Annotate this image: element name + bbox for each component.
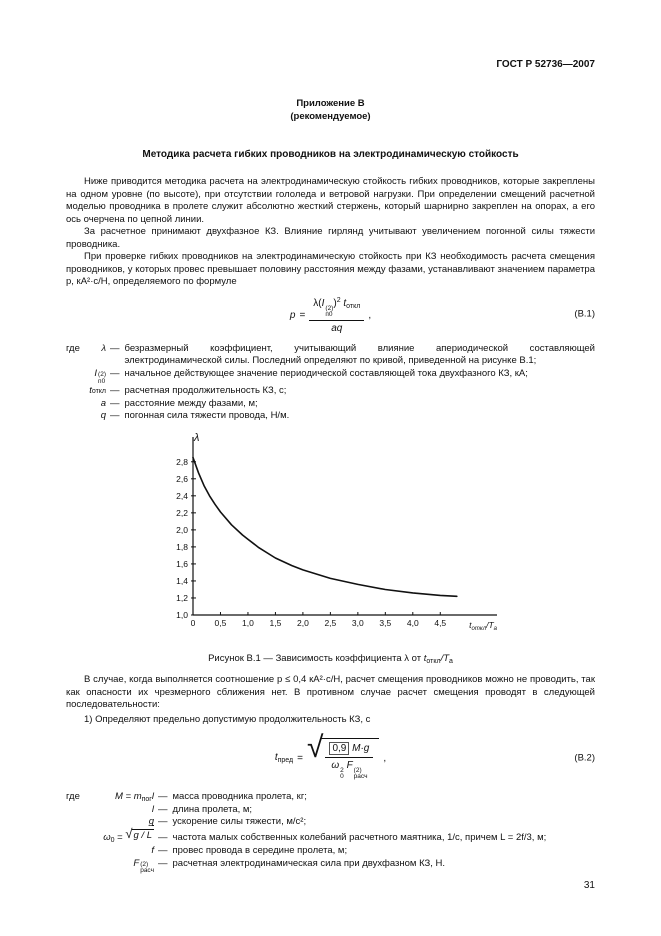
svg-text:4,0: 4,0	[406, 617, 419, 628]
formula-b1-expression: p = λ(I (2) п0 )$^2$ $t_{откл}$ aq ,	[289, 296, 372, 334]
definition-omega: $\omega_0$ = √ g / L — частота малых собственных колебаний расчетного маятника, 1/с, причем L = 2f/3, м;	[103, 825, 547, 844]
svg-text:2,5: 2,5	[323, 617, 336, 628]
formula-b1-fraction: λ(I (2) п0 )$^2$ $t_{откл}$ aq	[309, 296, 364, 335]
formula-b2-number: (В.2)	[574, 752, 595, 764]
step-1: 1) Определяют предельно допустимую продолжительность КЗ, с	[84, 713, 371, 725]
formula-b1-number: (В.1)	[574, 309, 595, 321]
svg-text:0: 0	[190, 617, 195, 628]
definition-gravity: g — ускорение силы тяжести, м/с²;	[148, 816, 307, 828]
paragraph-2: За расчетное принимают двухфазное КЗ. Влияние гирлянд учитывают увеличением погонной силы тяжести проводника.	[66, 226, 595, 250]
svg-text:0,5: 0,5	[214, 617, 226, 628]
definition-current: I (2) п0 — начальное действующее значение периодической составляющей тока двухфазного КЗ, кА;	[94, 368, 528, 385]
svg-text:1,6: 1,6	[175, 558, 188, 569]
formula-b2-expression: $t_{пред}$ = √ 0,9 M·g ω 2 0 F (2) расч ,	[274, 731, 387, 781]
svg-text:2,6: 2,6	[175, 473, 188, 484]
svg-text:2,4: 2,4	[175, 490, 188, 501]
definition-sag: f — провес провода в середине пролета, м;	[151, 845, 348, 857]
definition-weight: q — погонная сила тяжести провода, Н/м.	[100, 410, 290, 422]
svg-text:1,0: 1,0	[175, 609, 188, 620]
page-header	[66, 58, 595, 71]
page-number: 31	[583, 879, 595, 891]
svg-text:1,2: 1,2	[175, 592, 188, 603]
figure-caption: Рисунок В.1 — Зависимость коэффициента λ от $t_{откл}/T_а$	[208, 653, 453, 666]
appendix-note: (рекомендуемое)	[290, 111, 371, 123]
appendix-heading	[66, 97, 595, 124]
svg-text:2,0: 2,0	[175, 524, 188, 535]
definition-distance: a — расстояние между фазами, м;	[100, 397, 258, 409]
svg-text:tоткл/Tа: $t_{откл}/T_а$	[468, 619, 497, 632]
definition-lambda: где λ — безразмерный коэффициент, учитывающий влияние апериодической составляющей электродинамической силы. Последний определяют по кривой, приведенной на рисунке В.1;	[66, 342, 595, 367]
formula-b2-radical: √ 0,9 M·g ω 2 0 F (2) расч	[307, 736, 379, 780]
doc-number: ГОСТ Р 52736—2007	[496, 59, 595, 70]
svg-text:3,0: 3,0	[351, 617, 364, 628]
where-list-b2	[66, 791, 595, 875]
svg-text:1,0: 1,0	[241, 617, 254, 628]
svg-text:1,4: 1,4	[175, 575, 188, 586]
figure-b1	[66, 431, 595, 667]
svg-text:2,2: 2,2	[175, 507, 188, 518]
svg-text:4,5: 4,5	[433, 617, 446, 628]
where-list-b1	[66, 343, 595, 423]
svg-text:2,0: 2,0	[296, 617, 309, 628]
formula-b1	[66, 296, 595, 335]
definition-force: F (2) расч — расчетная электродинамическая сила при двухфазном КЗ, Н.	[133, 857, 446, 875]
formula-b2	[66, 731, 595, 781]
lambda-curve-chart	[163, 431, 499, 639]
svg-text:2,8: 2,8	[175, 456, 188, 467]
definition-span-length: l — длина пролета, м;	[151, 803, 253, 815]
definition-mass: где $M = m_{пог}l$ — масса проводника пролета, кг;	[66, 790, 307, 803]
svg-text:1,8: 1,8	[175, 541, 188, 552]
svg-text:3,5: 3,5	[378, 617, 391, 628]
appendix-label: Приложение В	[296, 98, 365, 110]
definition-time: t откл — расчетная продолжительность КЗ, с;	[89, 385, 287, 396]
paragraph-3: При проверке гибких проводников на электродинамическую стойкость при КЗ необходимость расчета смещения проводников, у которых провес превышает половину расстояния между фазами, устанавливают значением параметра p, кА²·с/Н, определяемого по формуле	[66, 251, 595, 288]
page-title: Методика расчета гибких проводников на электродинамическую стойкость	[142, 148, 519, 160]
paragraph-1: Ниже приводится методика расчета на электродинамическую стойкость гибких проводников, которые закреплены на одном уровне (по высоте), при отсутствии гололеда и ветровой нагрузки. При определении смещений расчетной моделью проводника в пролете служит абсолютно жесткий стержень, который шарнирно закреплен на опорах, а его ось очерчена по цепной линии.	[66, 175, 595, 225]
formula-b1-lhs: p	[289, 309, 296, 321]
svg-text:λ: λ	[193, 431, 199, 444]
svg-text:1,5: 1,5	[269, 617, 281, 628]
paragraph-4: В случае, когда выполняется соотношение p ≤ 0,4 кА²·с/Н, расчет смещения проводников можно не проводить, так как опасности их чрезмерного сближения нет. В противном случае расчет смещения проводят в следующей последовательности:	[66, 674, 595, 711]
